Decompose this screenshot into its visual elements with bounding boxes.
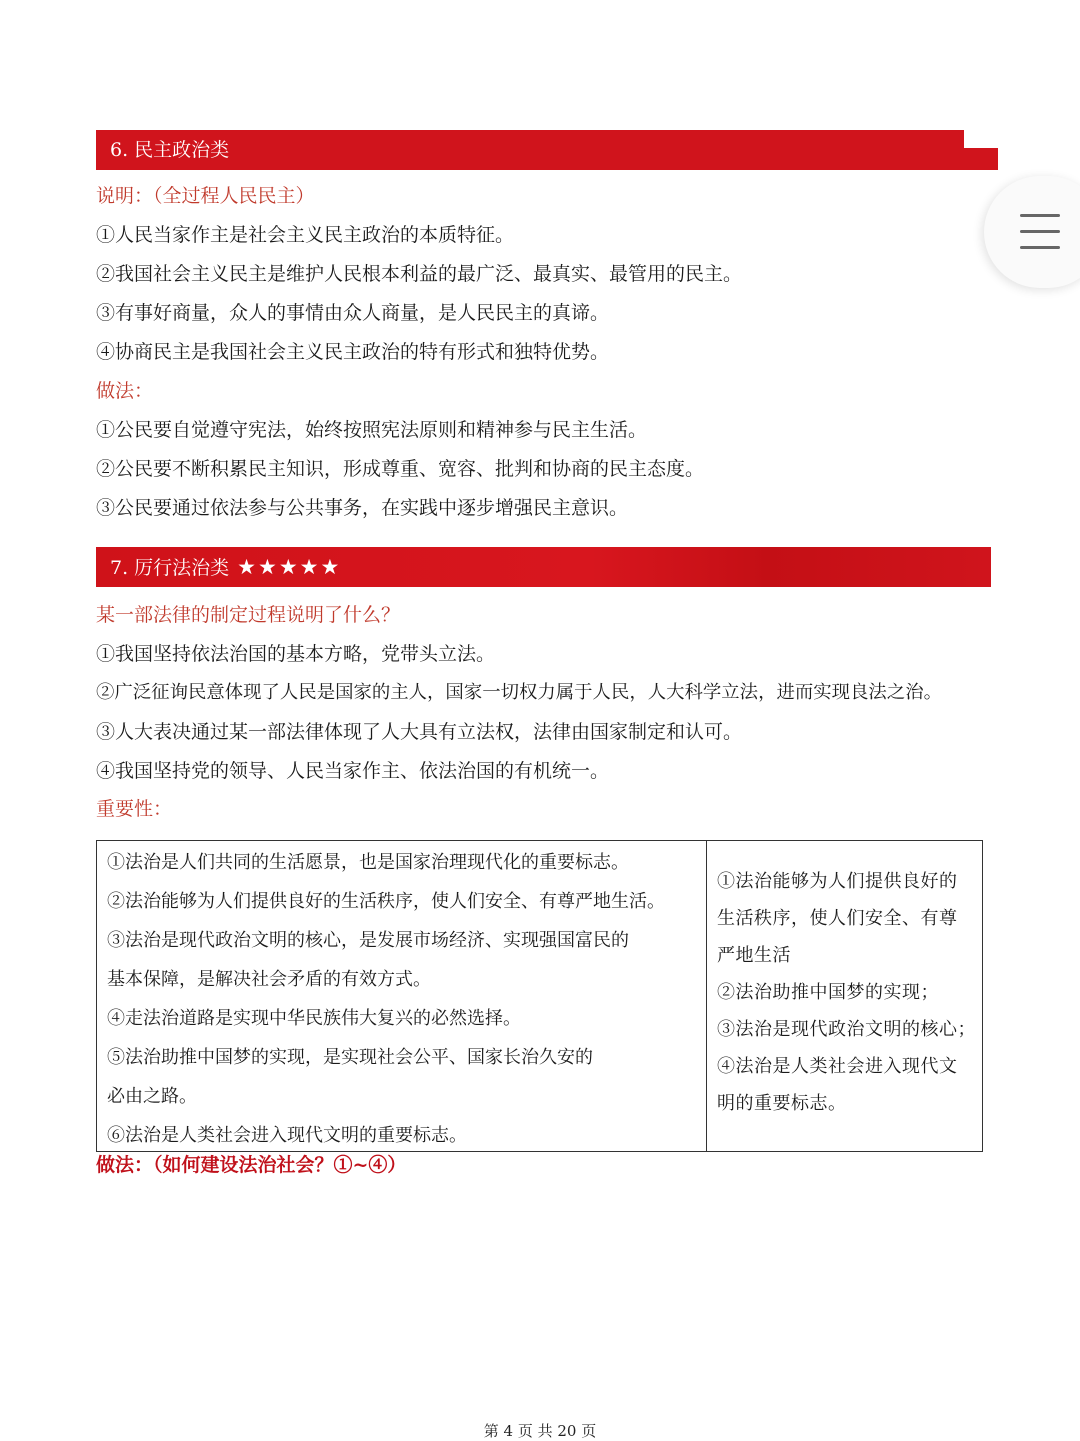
menu-button[interactable] xyxy=(984,176,1080,288)
explain-item: ③有事好商量，众人的事情由众人商量，是人民民主的真谛。 xyxy=(96,302,610,324)
method-item: ②公民要不断积累民主知识，形成尊重、宽容、批判和协商的民主态度。 xyxy=(96,458,705,480)
importance-right-line: ①法治能够为人们提供良好的 xyxy=(717,871,958,892)
importance-table xyxy=(96,840,983,1152)
importance-right-line: ④法治是人类社会进入现代文 xyxy=(717,1056,958,1077)
section-6-header-tail xyxy=(960,148,998,170)
importance-left-line: ⑤法治助推中国梦的实现，是实现社会公平、国家长治久安的 xyxy=(107,1047,593,1068)
importance-right-line: 生活秩序，使人们安全、有尊 xyxy=(717,908,958,929)
importance-left-line: ①法治是人们共同的生活愿景，也是国家治理现代化的重要标志。 xyxy=(107,852,629,873)
method-item: ①公民要自觉遵守宪法，始终按照宪法原则和精神参与民主生活。 xyxy=(96,419,648,441)
importance-left-line: ②法治能够为人们提供良好的生活秩序，使人们安全、有尊严地生活。 xyxy=(107,891,665,912)
section-7-header xyxy=(96,547,991,587)
star-rating-icon: ★★★★★ xyxy=(237,555,342,579)
explain-item: ②我国社会主义民主是维护人民根本利益的最广泛、最真实、最管用的民主。 xyxy=(96,263,743,285)
section-6-method-label: 做法： xyxy=(96,380,154,402)
importance-right-line: 严地生活 xyxy=(717,945,791,966)
importance-left-line: 基本保障，是解决社会矛盾的有效方式。 xyxy=(107,969,431,990)
answer-item: ②广泛征询民意体现了人民是国家的主人，国家一切权力属于人民，人大科学立法，进而实现良法之治。 xyxy=(96,682,942,703)
importance-left-line: ④走法治道路是实现中华民族伟大复兴的必然选择。 xyxy=(107,1008,521,1029)
section-6-title: 6. 民主政治类 xyxy=(110,139,230,161)
importance-label: 重要性： xyxy=(96,798,173,820)
importance-left-line: 必由之路。 xyxy=(107,1086,197,1107)
importance-left-cell xyxy=(97,841,707,1151)
importance-right-line: 明的重要标志。 xyxy=(717,1093,847,1114)
section-6-explain-label: 说明：（全过程人民民主） xyxy=(96,185,315,207)
explain-item: ④协商民主是我国社会主义民主政治的特有形式和独特优势。 xyxy=(96,341,610,363)
answer-item: ①我国坚持依法治国的基本方略，党带头立法。 xyxy=(96,643,496,665)
importance-left-line: ③法治是现代政治文明的核心，是发展市场经济、实现强国富民的 xyxy=(107,930,629,951)
page-footer: 第 4 页 共 20 页 xyxy=(483,1422,597,1440)
answer-item: ③人大表决通过某一部法律体现了人大具有立法权，法律由国家制定和认可。 xyxy=(96,721,743,743)
section-7-title: 7. 厉行法治类 xyxy=(110,557,230,579)
importance-right-line: ②法治助推中国梦的实现； xyxy=(717,982,939,1003)
importance-right-line: ③法治是现代政治文明的核心； xyxy=(717,1019,976,1040)
importance-right-cell xyxy=(707,841,982,1151)
section-7-question: 某一部法律的制定过程说明了什么？ xyxy=(96,604,401,626)
method-item: ③公民要通过依法参与公共事务，在实践中逐步增强民主意识。 xyxy=(96,497,629,519)
answer-item: ④我国坚持党的领导、人民当家作主、依法治国的有机统一。 xyxy=(96,760,610,782)
section-7-method-line: 做法：（如何建设法治社会？①~④） xyxy=(96,1154,407,1176)
explain-item: ①人民当家作主是社会主义民主政治的本质特征。 xyxy=(96,224,515,246)
section-6-header xyxy=(96,130,964,170)
importance-left-line: ⑥法治是人类社会进入现代文明的重要标志。 xyxy=(107,1125,467,1146)
